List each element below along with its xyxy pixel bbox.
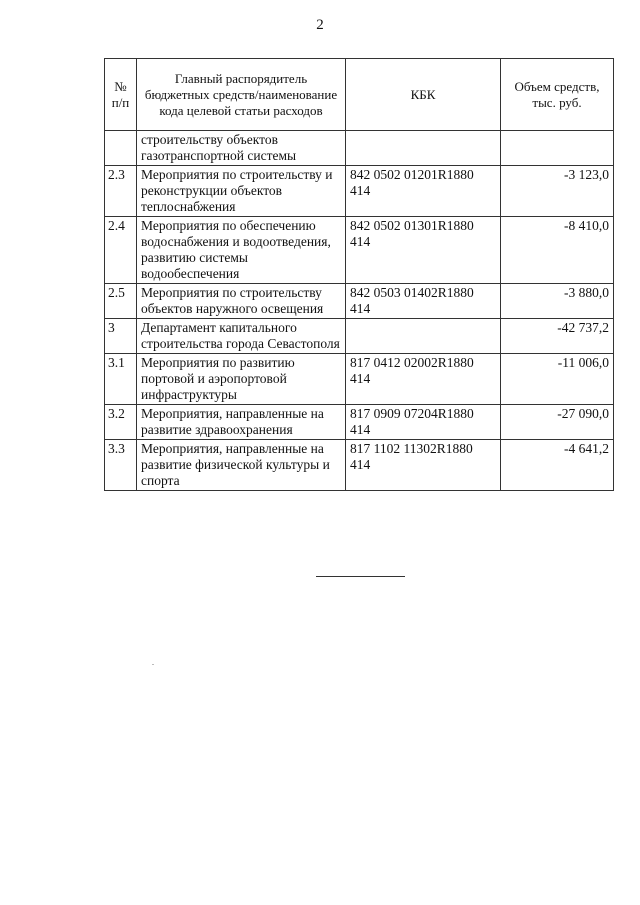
- table-row: [105, 354, 614, 405]
- row-kbk: 817 0412 02002R1880 414: [346, 354, 501, 405]
- row-amount: -42 737,2: [501, 319, 614, 354]
- row-amount: -3 880,0: [501, 284, 614, 319]
- row-name: Мероприятия по развитию портовой и аэропортовой инфраструктуры: [137, 354, 346, 405]
- row-num: 2.5: [105, 284, 137, 319]
- page-number: 2: [316, 17, 324, 33]
- row-amount: -4 641,2: [501, 440, 614, 491]
- row-name: Мероприятия по обеспечению водоснабжения и водоотведения, развитию системы водообеспечения: [137, 217, 346, 284]
- row-amount: -11 006,0: [501, 354, 614, 405]
- row-kbk: 842 0502 01201R1880 414: [346, 166, 501, 217]
- budget-table: [104, 58, 614, 491]
- row-kbk: [346, 319, 501, 354]
- table-row: [105, 217, 614, 284]
- row-amount: -3 123,0: [501, 166, 614, 217]
- table-header-row: [105, 59, 614, 131]
- header-amount: Объем средств, тыс. руб.: [501, 59, 614, 131]
- row-num: 3.3: [105, 440, 137, 491]
- row-amount: [501, 131, 614, 166]
- scan-speck: [152, 664, 154, 665]
- row-amount: -8 410,0: [501, 217, 614, 284]
- row-num: [105, 131, 137, 166]
- table-row: [105, 440, 614, 491]
- row-name: Департамент капитального строительства города Севастополя: [137, 319, 346, 354]
- row-amount: -27 090,0: [501, 405, 614, 440]
- row-name: Мероприятия, направленные на развитие физической культуры и спорта: [137, 440, 346, 491]
- table-row: [105, 405, 614, 440]
- row-num: 3: [105, 319, 137, 354]
- row-kbk: 817 1102 11302R1880 414: [346, 440, 501, 491]
- row-kbk: 842 0503 01402R1880 414: [346, 284, 501, 319]
- row-kbk: [346, 131, 501, 166]
- row-num: 3.1: [105, 354, 137, 405]
- table-row: [105, 284, 614, 319]
- row-name: строительству объектов газотранспортной системы: [137, 131, 346, 166]
- table-row: [105, 131, 614, 166]
- row-num: 2.3: [105, 166, 137, 217]
- header-num: № п/п: [105, 59, 137, 131]
- row-kbk: 842 0502 01301R1880 414: [346, 217, 501, 284]
- row-name: Мероприятия, направленные на развитие здравоохранения: [137, 405, 346, 440]
- closing-rule: [316, 576, 405, 577]
- row-name: Мероприятия по строительству объектов наружного освещения: [137, 284, 346, 319]
- header-kbk: КБК: [346, 59, 501, 131]
- row-num: 3.2: [105, 405, 137, 440]
- row-num: 2.4: [105, 217, 137, 284]
- row-name: Мероприятия по строительству и реконструкции объектов теплоснабжения: [137, 166, 346, 217]
- row-kbk: 817 0909 07204R1880 414: [346, 405, 501, 440]
- header-name: Главный распорядитель бюджетных средств/наименование кода целевой статьи расходов: [137, 59, 346, 131]
- table-row: [105, 319, 614, 354]
- table-row: [105, 166, 614, 217]
